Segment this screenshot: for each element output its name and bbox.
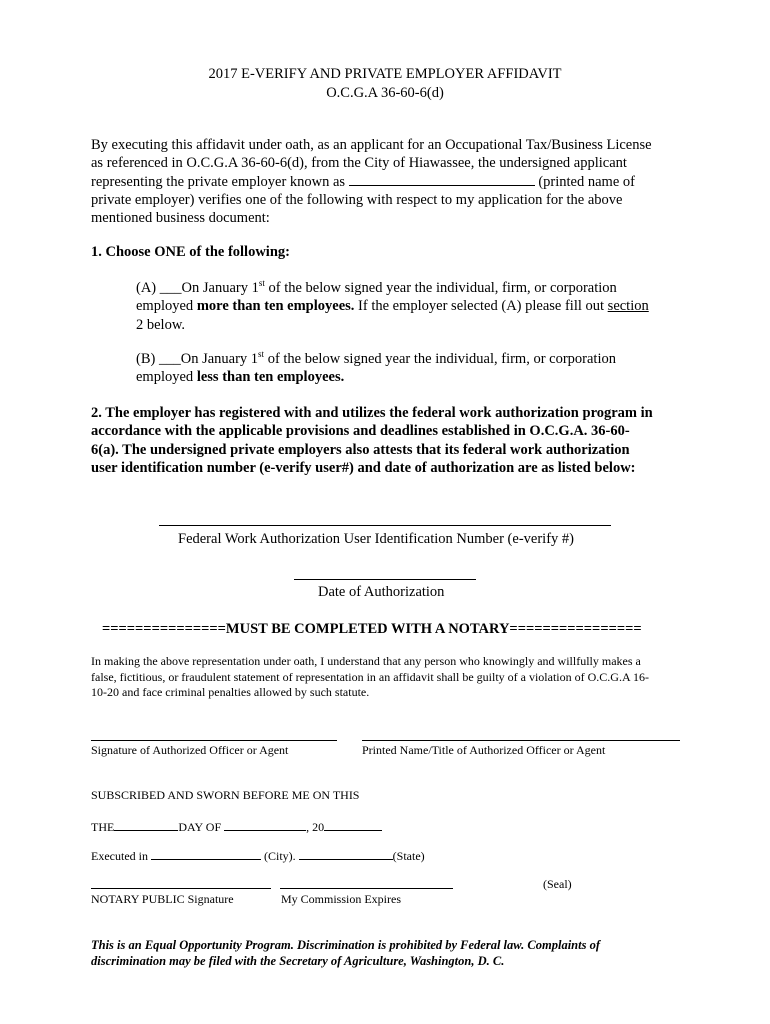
everify-number-label: Federal Work Authorization User Identification Number (e-verify #): [178, 531, 574, 547]
year-blank[interactable]: [324, 818, 382, 831]
date-of-authorization-line[interactable]: [294, 579, 476, 580]
intro-line-3: representing the private employer known as (printed name of: [91, 173, 635, 190]
option-b-checkbox-blank[interactable]: ___: [158, 351, 181, 367]
date-of-authorization-label: Date of Authorization: [318, 584, 445, 600]
section-1-heading: 1. Choose ONE of the following:: [91, 244, 290, 260]
city-blank[interactable]: [151, 847, 261, 860]
option-a-line-1: (A) ___On January 1st of the below signed year the individual, firm, or corporation: [136, 278, 617, 296]
everify-number-line[interactable]: [159, 525, 611, 526]
option-b-line-2: employed less than ten employees.: [136, 369, 345, 386]
commission-expires-line[interactable]: [280, 888, 453, 889]
footer-line-1: This is an Equal Opportunity Program. Discrimination is prohibited by Federal law. Complaints of: [91, 938, 600, 952]
intro-line-1: By executing this affidavit under oath, as an applicant for an Occupational Tax/Business License: [91, 137, 652, 153]
day-blank[interactable]: [114, 818, 178, 831]
option-b: [136, 350, 616, 387]
footer-line-2: discrimination may be filed with the Secretary of Agriculture, Washington, D. C.: [91, 954, 505, 968]
section-2-line-3: 6(a). The undersigned private employers also attests that its federal work authorization: [91, 441, 630, 458]
intro-line-5: mentioned business document:: [91, 210, 270, 227]
document-title: 2017 E-VERIFY AND PRIVATE EMPLOYER AFFIDAVIT: [208, 66, 562, 82]
option-a-line-3: 2 below.: [136, 316, 185, 333]
document-subtitle: O.C.G.A 36-60-6(d): [326, 85, 444, 101]
signature-label: Signature of Authorized Officer or Agent: [91, 743, 289, 757]
equal-opportunity-footer: [91, 937, 600, 969]
intro-paragraph: [91, 136, 652, 227]
option-a-checkbox-blank[interactable]: ___: [159, 280, 182, 296]
intro-line-4: private employer) verifies one of the following with respect to my application for the above: [91, 191, 623, 208]
printed-name-title-label: Printed Name/Title of Authorized Officer or Agent: [362, 743, 606, 757]
notary-banner: ===============MUST BE COMPLETED WITH A NOTARY================: [102, 621, 642, 637]
section-2-line-1: 2. The employer has registered with and utilizes the federal work authorization program in: [91, 405, 653, 421]
executed-in-line: Executed in (City). (State): [91, 849, 425, 863]
commission-expires-label: My Commission Expires: [281, 892, 402, 906]
subscribed-sworn-text: SUBSCRIBED AND SWORN BEFORE ME ON THIS: [91, 788, 360, 802]
representation-paragraph: [91, 654, 649, 701]
section-2-line-2: accordance with the applicable provisions and deadlines established in O.C.G.A. 36-60-: [91, 423, 630, 440]
notary-signature-label: NOTARY PUBLIC Signature: [91, 892, 234, 906]
option-a: [136, 279, 649, 334]
state-blank[interactable]: [299, 847, 393, 860]
month-blank[interactable]: [224, 818, 306, 831]
representation-line-2: false, fictitious, or fraudulent statement of representation in an affidavit shall be guilty of a violation of O.C.G.A 16-: [91, 669, 649, 684]
notary-signature-line[interactable]: [91, 888, 271, 889]
section-2-line-4: user identification number (e-verify user#) and date of authorization are as listed below:: [91, 459, 636, 476]
representation-line-1: In making the above representation under oath, I understand that any person who knowingly and willfully makes a: [91, 654, 641, 668]
seal-label: (Seal): [543, 877, 572, 891]
day-of-line: THE DAY OF , 20: [91, 818, 382, 836]
signature-line[interactable]: [91, 740, 337, 741]
option-a-line-2: employed more than ten employees. If the employer selected (A) please fill out section: [136, 298, 649, 315]
intro-line-2: as referenced in O.C.G.A 36-60-6(d), from the City of Hiawassee, the undersigned applicant: [91, 155, 627, 172]
option-b-line-1: (B) ___On January 1st of the below signed year the individual, firm, or corporation: [136, 349, 616, 367]
representation-line-3: 10-20 and face criminal penalties allowed by such statute.: [91, 685, 370, 699]
section-2-text: [91, 404, 653, 477]
printed-name-blank[interactable]: [349, 173, 535, 186]
printed-name-title-line[interactable]: [362, 740, 680, 741]
